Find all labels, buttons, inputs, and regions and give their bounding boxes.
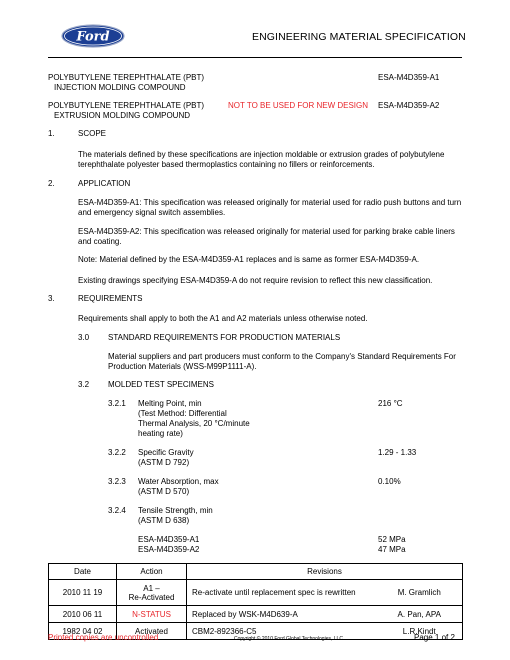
material-1-sub: INJECTION MOLDING COMPOUND bbox=[54, 83, 186, 92]
revision-table bbox=[48, 563, 463, 640]
header-rule bbox=[48, 57, 462, 58]
row-action bbox=[117, 580, 187, 606]
section-3-2-title: MOLDED TEST SPECIMENS bbox=[108, 380, 214, 389]
material-2-spec: ESA-M4D359-A2 bbox=[378, 101, 440, 110]
material-1-name: POLYBUTYLENE TEREPHTHALATE (PBT) bbox=[48, 73, 205, 82]
row-author: M. Gramlich bbox=[377, 580, 463, 606]
item-3-2-4-line-1: Tensile Strength, min bbox=[138, 506, 213, 515]
row-action: Activated bbox=[117, 623, 187, 640]
item-3-2-1-line-3: Thermal Analysis, 20 °C/minute bbox=[138, 419, 250, 428]
row-action-line-1: A1 – bbox=[143, 583, 160, 593]
row-action: N-STATUS bbox=[117, 606, 187, 623]
scope-text: The materials defined by these specifications are injection moldable or extrusion grades of polybutylene terephthalate polyester based thermoplastics containing no fillers or reinforcements. bbox=[78, 150, 445, 169]
item-3-2-1-line-1: Melting Point, min bbox=[138, 399, 202, 408]
tensile-a1-value: 52 MPa bbox=[378, 535, 406, 544]
material-2-sub: EXTRUSION MOLDING COMPOUND bbox=[54, 111, 191, 120]
row-revision: Re-activate until replacement spec is rewritten bbox=[187, 580, 377, 606]
item-3-2-1-number: 3.2.1 bbox=[108, 399, 126, 408]
tensile-a1-label: ESA-M4D359-A1 bbox=[138, 535, 200, 544]
section-3-number: 3. bbox=[48, 294, 55, 303]
header-revisions: Revisions bbox=[187, 564, 463, 580]
tensile-a2-label: ESA-M4D359-A2 bbox=[138, 545, 200, 554]
item-3-2-4-number: 3.2.4 bbox=[108, 506, 126, 515]
revision-table-header bbox=[49, 564, 463, 580]
svg-text:Ford: Ford bbox=[76, 29, 110, 45]
row-revision: CBM2-892366-C5 bbox=[187, 623, 377, 640]
requirements-text: Requirements shall apply to both the A1 and A2 materials unless otherwise noted. bbox=[78, 314, 368, 323]
section-3-title: REQUIREMENTS bbox=[78, 294, 143, 303]
item-3-2-1-line-2: (Test Method: Differential bbox=[138, 409, 227, 418]
page-title: ENGINEERING MATERIAL SPECIFICATION bbox=[252, 31, 466, 43]
item-3-2-3-line-2: (ASTM D 570) bbox=[138, 487, 190, 496]
section-1-number: 1. bbox=[48, 129, 55, 138]
table-row bbox=[49, 606, 463, 623]
item-3-2-2-line-2: (ASTM D 792) bbox=[138, 458, 190, 467]
section-3-0-title: STANDARD REQUIREMENTS FOR PRODUCTION MATERIALS bbox=[108, 333, 341, 342]
section-3-0-number: 3.0 bbox=[78, 333, 90, 342]
section-3-0-text: Material suppliers and part producers must conform to the Company's Standard Requirements For Production Materials (WSS-M99P1111-A). bbox=[108, 352, 456, 371]
footer-copyright: Copyright © 2010 Ford Global Technologies, LLC bbox=[234, 636, 343, 642]
table-row bbox=[49, 580, 463, 606]
item-3-2-3-value: 0.10% bbox=[378, 477, 401, 486]
material-2-note: NOT TO BE USED FOR NEW DESIGN bbox=[228, 101, 369, 110]
tensile-a2-value: 47 MPa bbox=[378, 545, 406, 554]
item-3-2-1-line-4: heating rate) bbox=[138, 429, 183, 438]
application-a2-text: ESA-M4D359-A2: This specification was released originally for material used for parking brake cable liners and coating. bbox=[78, 227, 455, 246]
row-date: 2010 11 19 bbox=[49, 580, 117, 606]
application-a1-text: ESA-M4D359-A1: This specification was released originally for material used for radio push buttons and turn and emergency signal switch assemblies. bbox=[78, 198, 462, 217]
item-3-2-3-line-1: Water Absorption, max bbox=[138, 477, 219, 486]
section-3-2-number: 3.2 bbox=[78, 380, 90, 389]
row-date: 1982 04 02 bbox=[49, 623, 117, 640]
section-2-number: 2. bbox=[48, 179, 55, 188]
material-2-name: POLYBUTYLENE TEREPHTHALATE (PBT) bbox=[48, 101, 205, 110]
footer-uncontrolled-notice: Printed copies are uncontrolled bbox=[48, 633, 159, 642]
row-author: L.R.Kindt bbox=[377, 623, 463, 640]
row-revision: Replaced by WSK-M4D639-A bbox=[187, 606, 377, 623]
row-date: 2010 06 11 bbox=[49, 606, 117, 623]
section-2-title: APPLICATION bbox=[78, 179, 131, 188]
ford-logo bbox=[61, 24, 125, 48]
material-1-spec: ESA-M4D359-A1 bbox=[378, 73, 440, 82]
header-action: Action bbox=[117, 564, 187, 580]
application-existing-drawings: Existing drawings specifying ESA-M4D359-A do not require revision to reflect this new classification. bbox=[78, 276, 433, 285]
item-3-2-3-number: 3.2.3 bbox=[108, 477, 126, 486]
row-author: A. Pan, APA bbox=[377, 606, 463, 623]
item-3-2-2-number: 3.2.2 bbox=[108, 448, 126, 457]
header-date: Date bbox=[49, 564, 117, 580]
item-3-2-2-value: 1.29 - 1.33 bbox=[378, 448, 417, 457]
footer-page-number: Page 1 of 2 bbox=[414, 633, 455, 642]
row-action-line-2: Re-Activated bbox=[128, 592, 175, 602]
application-note: Note: Material defined by the ESA-M4D359-A1 replaces and is same as former ESA-M4D359-A. bbox=[78, 255, 420, 264]
item-3-2-1-value: 216 °C bbox=[378, 399, 403, 408]
section-1-title: SCOPE bbox=[78, 129, 107, 138]
item-3-2-2-line-1: Specific Gravity bbox=[138, 448, 194, 457]
item-3-2-4-line-2: (ASTM D 638) bbox=[138, 516, 190, 525]
